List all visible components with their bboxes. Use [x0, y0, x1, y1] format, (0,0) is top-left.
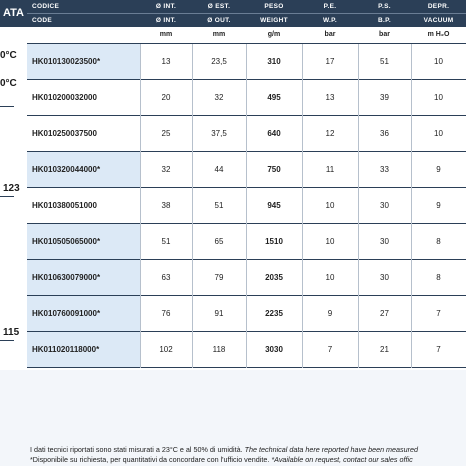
cell-vac: 10 — [434, 57, 443, 66]
cell-ext: 44 — [214, 165, 224, 174]
cell-ext: 51 — [214, 201, 224, 210]
header-weight-en: WEIGHT — [260, 17, 288, 24]
cell-vac: 9 — [436, 201, 441, 210]
cell-weight: 2235 — [265, 309, 283, 318]
left-rule — [0, 340, 14, 341]
cell-weight: 640 — [267, 129, 281, 138]
note-1-english: The technical data here reported have been measured — [244, 445, 419, 454]
cell-ext: 32 — [214, 93, 224, 102]
column-divider — [302, 44, 303, 368]
cell-int: 102 — [159, 345, 173, 354]
cell-ext: 65 — [214, 237, 224, 246]
cell-weight: 310 — [267, 57, 281, 66]
cell-bp: 33 — [380, 165, 389, 174]
cell-vac: 9 — [436, 165, 441, 174]
cell-vac: 8 — [436, 237, 441, 246]
column-divider — [192, 44, 193, 368]
cell-code: HK010505065000* — [27, 224, 140, 259]
cell-vac: 10 — [434, 93, 443, 102]
cell-ext: 37,5 — [211, 129, 227, 138]
header-row-italian — [27, 0, 466, 13]
cell-weight: 945 — [267, 201, 281, 210]
header-weight-it: PESO — [264, 3, 284, 10]
cell-wp: 9 — [327, 309, 333, 318]
header-wp-en: W.P. — [322, 17, 338, 24]
header-wp-it: P.E. — [323, 3, 337, 10]
cell-code: HK010130023500* — [27, 44, 140, 79]
note-line-1 — [30, 445, 418, 454]
cell-wp: 12 — [325, 129, 335, 138]
unit-vacuum: m H₂O — [427, 31, 450, 38]
unit-bp: bar — [379, 31, 390, 38]
unit-int: mm — [159, 31, 173, 38]
cell-ext: 79 — [214, 273, 224, 282]
cell-code: HK010760091000* — [27, 296, 140, 331]
units-row — [27, 27, 466, 44]
cell-wp: 11 — [325, 165, 335, 174]
note-2-english: *Available on request, contact our sales offic — [271, 455, 413, 464]
cell-ext: 23,5 — [211, 57, 227, 66]
column-divider — [246, 44, 247, 368]
left-header-fragment: ATA — [0, 0, 27, 27]
cell-wp: 10 — [325, 201, 335, 210]
cell-int: 38 — [161, 201, 171, 210]
cell-int: 20 — [161, 93, 171, 102]
cell-bp: 30 — [380, 201, 389, 210]
cell-wp: 10 — [325, 237, 335, 246]
cell-weight: 2035 — [265, 273, 283, 282]
left-temp-fragment-2: 0°C — [0, 78, 17, 89]
cell-int: 25 — [161, 129, 171, 138]
cell-int: 76 — [161, 309, 171, 318]
cell-code: HK010380051000 — [32, 201, 97, 210]
left-ref-fragment-2: 115 — [3, 327, 20, 338]
header-code-it: CODICE — [32, 3, 60, 10]
cell-wp: 13 — [325, 93, 335, 102]
cell-weight: 3030 — [265, 345, 283, 354]
cell-bp: 27 — [380, 309, 389, 318]
cell-wp: 7 — [327, 345, 333, 354]
header-row-english — [27, 14, 466, 27]
cell-wp: 17 — [325, 57, 335, 66]
cell-ext: 91 — [214, 309, 224, 318]
cell-vac: 7 — [436, 345, 441, 354]
left-temp-fragment-1: 0°C — [0, 50, 17, 61]
cell-vac: 7 — [436, 309, 441, 318]
cell-int: 51 — [161, 237, 171, 246]
note-line-2 — [30, 455, 413, 464]
cell-vac: 8 — [436, 273, 441, 282]
unit-ext: mm — [212, 31, 226, 38]
cell-code: HK010630079000* — [27, 260, 140, 295]
note-2-italian: *Disponibile su richiesta, per quantitativi da concordare con l'ufficio vendite. — [30, 455, 270, 464]
cell-bp: 30 — [380, 237, 389, 246]
column-divider — [411, 44, 412, 368]
note-1-italian: I dati tecnici riportati sono stati misurati a 23°C e al 50% di umidità. — [30, 445, 243, 454]
cell-code: HK010250037500 — [32, 129, 97, 138]
header-vacuum-it: DEPR. — [427, 3, 450, 10]
cell-int: 13 — [161, 57, 171, 66]
unit-weight: g/m — [267, 31, 281, 38]
cell-bp: 21 — [380, 345, 389, 354]
cell-weight: 1510 — [265, 237, 283, 246]
cell-vac: 10 — [434, 129, 443, 138]
header-int-it: Ø INT. — [155, 3, 177, 10]
left-rule — [0, 196, 14, 197]
cell-ext: 118 — [212, 345, 226, 354]
column-divider — [140, 44, 141, 368]
column-divider — [358, 44, 359, 368]
cell-wp: 10 — [325, 273, 335, 282]
left-rule — [0, 106, 14, 107]
cell-int: 32 — [161, 165, 171, 174]
cell-bp: 51 — [380, 57, 389, 66]
cell-code: HK010200032000 — [32, 93, 97, 102]
left-ref-fragment-1: 123 — [3, 183, 20, 194]
cell-weight: 750 — [267, 165, 281, 174]
cell-code: HK010320044000* — [27, 152, 140, 187]
unit-wp: bar — [324, 31, 336, 38]
header-ext-it: Ø EST. — [207, 3, 231, 10]
cell-weight: 495 — [267, 93, 281, 102]
header-code-en: CODE — [32, 17, 52, 24]
header-bp-it: P.S. — [378, 3, 391, 10]
header-vacuum-en: VACUUM — [423, 17, 454, 24]
header-int-en: Ø INT. — [155, 17, 177, 24]
cell-bp: 39 — [380, 93, 389, 102]
header-bp-en: B.P. — [377, 17, 391, 24]
cell-int: 63 — [161, 273, 171, 282]
cell-bp: 30 — [380, 273, 389, 282]
header-out-en: Ø OUT. — [207, 17, 231, 24]
cell-code: HK011020118000* — [27, 332, 140, 367]
cell-bp: 36 — [380, 129, 389, 138]
